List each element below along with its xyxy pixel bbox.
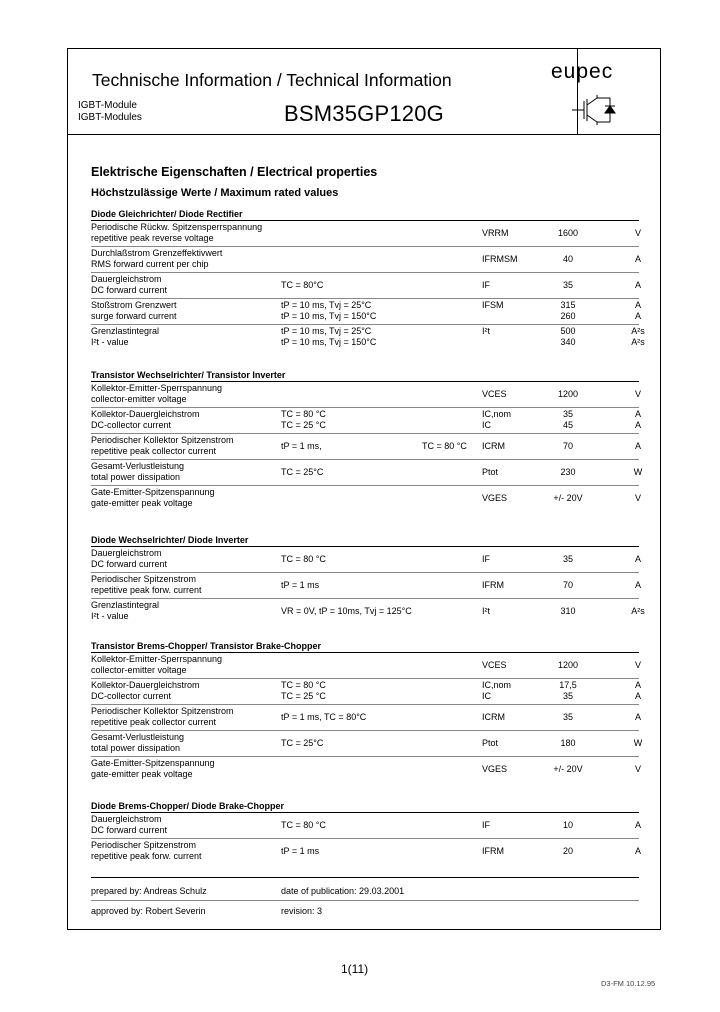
symbol: IC,nom [482,409,512,419]
test-condition: tP = 1 ms, [281,441,322,451]
row-divider [91,298,639,299]
rated-value: 35 [562,691,573,701]
param-name-de: Gate-Emitter-Spitzenspannung [91,758,215,768]
group-divider [91,381,639,382]
symbol: IF [482,280,490,290]
test-condition: tP = 10 ms, Tvj = 25°C [281,326,372,336]
unit: V [634,389,641,399]
symbol: I²t [482,606,490,616]
param-name-de: Dauergleichstrom [91,274,162,284]
symbol: IFRMSM [482,254,518,264]
igbt-symbol-icon [570,95,622,125]
symbol: IF [482,820,490,830]
param-name-de: Kollektor-Emitter-Sperrspannung [91,654,223,664]
group-title: Transistor Brems-Chopper/ Transistor Brake-Chopper [91,641,322,651]
unit: A [634,846,641,856]
group-divider [91,546,639,547]
group-divider [91,812,639,813]
group-divider [91,220,639,221]
symbol: ICRM [482,441,505,451]
unit: A [634,409,641,419]
param-name-en: collector-emitter voltage [91,665,187,675]
approved-by: approved by: Robert Severin [91,906,206,916]
param-name-en: repetitive peak forw. current [91,585,202,595]
group-divider [91,652,639,653]
part-number: BSM35GP120G [284,101,444,126]
unit: A [634,311,641,321]
param-name-de: Durchlaßstrom Grenzeffektivwert [91,248,223,258]
param-name-en: repetitive peak forw. current [91,851,202,861]
param-name-en: DC-collector current [91,420,172,430]
rated-value: 260 [560,311,576,321]
param-name-en: collector-emitter voltage [91,394,187,404]
param-name-en: DC forward current [91,559,168,569]
test-condition: TC = 80 °C [281,680,326,690]
test-condition: TC = 25°C [281,467,324,477]
param-name-en: repetitive peak collector current [91,446,217,456]
symbol: VGES [482,764,508,774]
rated-value: 180 [560,738,576,748]
param-name-en: gate-emitter peak voltage [91,498,193,508]
row-divider [91,407,639,408]
param-name-de: Stoßstrom Grenzwert [91,300,177,310]
unit: A [634,712,641,722]
row-divider [91,838,639,839]
symbol: Ptot [482,738,499,748]
unit: A²s [631,337,645,347]
unit: A [634,680,641,690]
test-condition: tP = 1 ms, TC = 80°C [281,712,367,722]
group-title: Diode Gleichrichter/ Diode Rectifier [91,209,243,219]
row-divider [91,756,639,757]
rated-value: 500 [560,326,576,336]
unit: A [634,691,641,701]
param-name-en: DC forward current [91,825,168,835]
param-name-de: Dauergleichstrom [91,548,162,558]
row-divider [91,485,639,486]
unit: A [634,420,641,430]
test-condition-2: TC = 80 °C [422,441,467,451]
datasheet-frame [67,48,661,930]
row-divider [91,459,639,460]
param-name-de: Periodische Rückw. Spitzensperrspannung [91,222,263,232]
param-name-de: Kollektor-Dauergleichstrom [91,680,200,690]
test-condition: tP = 10 ms, Tvj = 150°C [281,337,377,347]
symbol: VGES [482,493,508,503]
symbol: IFRM [482,846,504,856]
param-name-de: Dauergleichstrom [91,814,162,824]
param-name-en: I²t - value [91,337,129,347]
revision: revision: 3 [281,906,323,916]
param-name-en: surge forward current [91,311,177,321]
param-name-de: Kollektor-Emitter-Sperrspannung [91,383,223,393]
symbol: IFRM [482,580,504,590]
row-divider [91,433,639,434]
test-condition: VR = 0V, tP = 10ms, Tvj = 125°C [281,606,412,616]
param-name-en: DC-collector current [91,691,172,701]
symbol: IFSM [482,300,504,310]
unit: W [633,738,643,748]
symbol: VCES [482,389,507,399]
row-divider [91,246,639,247]
unit: A²s [631,606,645,616]
test-condition: TC = 80 °C [281,820,326,830]
eupec-logo: eupec [551,60,614,83]
unit: V [634,493,641,503]
test-condition: TC = 25 °C [281,420,326,430]
symbol: IF [482,554,490,564]
group-title: Diode Brems-Chopper/ Diode Brake-Chopper [91,801,285,811]
symbol: Ptot [482,467,499,477]
param-name-de: Grenzlastintegral [91,600,160,610]
publication-date: date of publication: 29.03.2001 [281,886,405,896]
rated-value: 310 [560,606,576,616]
rated-value: 70 [562,441,573,451]
rated-value: 35 [562,409,573,419]
unit: W [633,467,643,477]
rated-value: 35 [562,712,573,722]
param-name-de: Gate-Emitter-Spitzenspannung [91,487,215,497]
param-name-de: Periodischer Spitzenstrom [91,840,197,850]
unit: V [634,228,641,238]
unit: A²s [631,326,645,336]
section-title: Elektrische Eigenschaften / Electrical properties [91,165,378,179]
symbol: VRRM [482,228,509,238]
rated-value: 315 [560,300,576,310]
rated-value: 70 [562,580,573,590]
symbol: ICRM [482,712,505,722]
rated-value: +/- 20V [553,764,583,774]
row-divider [91,730,639,731]
unit: A [634,820,641,830]
rated-value: 40 [562,254,573,264]
footer-divider-2 [91,900,639,901]
row-divider [91,598,639,599]
test-condition: tP = 1 ms [281,580,320,590]
unit: A [634,254,641,264]
param-name-de: Periodischer Kollektor Spitzenstrom [91,435,234,445]
symbol: I²t [482,326,490,336]
unit: V [634,764,641,774]
rated-value: 35 [562,280,573,290]
footer-divider [91,877,639,878]
param-name-de: Periodischer Spitzenstrom [91,574,197,584]
param-name-en: total power dissipation [91,472,181,482]
unit: A [634,280,641,290]
test-condition: TC = 80 °C [281,554,326,564]
rated-value: 10 [562,820,573,830]
param-name-en: total power dissipation [91,743,181,753]
document-code: D3-FM 10.12.95 [601,979,656,988]
unit: A [634,300,641,310]
rated-value: 20 [562,846,573,856]
module-label-en: IGBT-Modules [78,112,142,123]
param-name-en: I²t - value [91,611,129,621]
param-name-de: Grenzlastintegral [91,326,160,336]
group-title: Diode Wechselrichter/ Diode Inverter [91,535,249,545]
param-name-en: repetitive peak reverse voltage [91,233,214,243]
test-condition: tP = 10 ms, Tvj = 150°C [281,311,377,321]
param-name-de: Kollektor-Dauergleichstrom [91,409,200,419]
rated-value: 35 [562,554,573,564]
prepared-by: prepared by: Andreas Schulz [91,886,207,896]
group-title: Transistor Wechselrichter/ Transistor Inverter [91,370,286,380]
test-condition: tP = 10 ms, Tvj = 25°C [281,300,372,310]
rated-value: 340 [560,337,576,347]
row-divider [91,324,639,325]
symbol: IC [482,420,491,430]
unit: A [634,441,641,451]
param-name-en: RMS forward current per chip [91,259,209,269]
symbol: VCES [482,660,507,670]
param-name-en: repetitive peak collector current [91,717,217,727]
rated-value: 17,5 [559,680,577,690]
unit: V [634,660,641,670]
header-horizontal-divider [68,134,660,135]
rated-value: +/- 20V [553,493,583,503]
unit: A [634,580,641,590]
module-label-de: IGBT-Module [78,100,137,111]
param-name-en: gate-emitter peak voltage [91,769,193,779]
rated-value: 1200 [557,389,579,399]
test-condition: TC = 25 °C [281,691,326,701]
rated-value: 1600 [557,228,579,238]
document-title: Technische Information / Technical Information [92,70,452,90]
row-divider [91,572,639,573]
test-condition: TC = 80 °C [281,409,326,419]
test-condition: TC = 80°C [281,280,324,290]
param-name-de: Periodischer Kollektor Spitzenstrom [91,706,234,716]
test-condition: tP = 1 ms [281,846,320,856]
row-divider [91,678,639,679]
page-number: 1(11) [341,962,369,976]
row-divider [91,272,639,273]
subsection-title: Höchstzulässige Werte / Maximum rated values [91,187,339,199]
unit: A [634,554,641,564]
param-name-en: DC forward current [91,285,168,295]
rated-value: 1200 [557,660,579,670]
param-name-de: Gesamt-Verlustleistung [91,732,185,742]
symbol: IC [482,691,491,701]
rated-value: 45 [562,420,573,430]
rated-value: 230 [560,467,576,477]
param-name-de: Gesamt-Verlustleistung [91,461,185,471]
row-divider [91,704,639,705]
symbol: IC,nom [482,680,512,690]
test-condition: TC = 25°C [281,738,324,748]
